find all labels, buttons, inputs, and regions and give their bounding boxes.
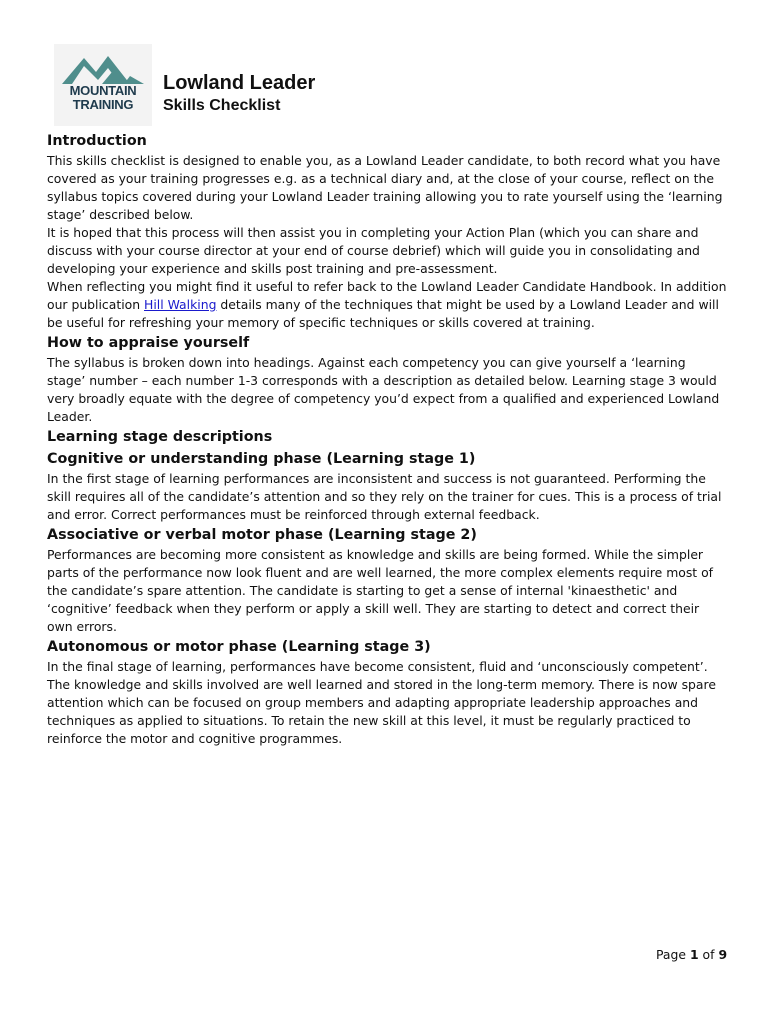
stage1-heading: Cognitive or understanding phase (Learning stage 1) <box>47 451 476 467</box>
stage1-paragraph: In the first stage of learning performances are inconsistent and success is not guaranteed. Performing the skill requires all of the candidate’s attention and so they rely on the trainer for cues. This is a process of trial and error. Correct performances must be reinforced through external feedback. <box>47 471 722 522</box>
stage3-paragraph: In the final stage of learning, performances have become consistent, fluid and ‘unconsciously competent’. The knowledge and skills involved are well learned and stored in the long-term memory. There is now spare attention which can be focused on group members and adapting appropriate leadership approaches and techniques as applied to situations. To retain the new skill at this level, it must be regularly practiced to reinforce the motor and cognitive programmes. <box>47 659 716 746</box>
introduction-heading: Introduction <box>47 133 147 149</box>
total-pages: 9 <box>718 947 728 962</box>
document-body <box>47 130 727 748</box>
appraise-heading: How to appraise yourself <box>47 335 250 351</box>
logo-text-line2: TRAINING <box>72 97 134 112</box>
stage2-heading: Associative or verbal motor phase (Learning stage 2) <box>47 527 477 543</box>
intro-paragraph-3 <box>47 278 727 332</box>
logo-text-line1: MOUNTAIN <box>69 83 137 98</box>
document-title: Lowland Leader <box>163 72 316 94</box>
page-number <box>656 946 727 964</box>
mountain-logo-icon <box>62 54 144 84</box>
mountain-training-logo <box>54 44 152 126</box>
page-label: Page <box>656 947 686 962</box>
intro-paragraph-3-start: When reflecting you might find it useful to refer back to the Lowland Leader Candidate Handbook. In addition our publication <box>47 279 727 312</box>
of-label: of <box>702 947 715 962</box>
appraise-paragraph: The syllabus is broken down into headings. Against each competency you can give yourself a ‘learning stage’ number – each number 1-3 corresponds with a description as detailed below. Learning stage 3 would very broadly equate with the degree of competency you’d expect from a qualified and experienced Lowland Leader. <box>47 355 720 424</box>
intro-paragraph-2: It is hoped that this process will then assist you in completing your Action Plan (which you can share and discuss with your course director at your end of course debrief) which will guide you in consolidating and developing your experience and skills post training and pre-assessment. <box>47 225 700 276</box>
stage3-heading: Autonomous or motor phase (Learning stage 3) <box>47 639 431 655</box>
intro-paragraph-3-end: details many of the techniques that might be used by a Lowland Leader and will be useful for refreshing your memory of specific techniques or skills covered at training. <box>47 297 719 330</box>
stage2-paragraph: Performances are becoming more consistent as knowledge and skills are being formed. While the simpler parts of the performance now look fluent and are well learned, the more complex elements require most of the candidate’s spare attention. The candidate is starting to get a sense of internal 'kinaesthetic' and ‘cognitive’ feedback when they perform or apply a skill well. They are starting to detect and correct their own errors. <box>47 547 714 634</box>
intro-paragraph-1: This skills checklist is designed to enable you, as a Lowland Leader candidate, to both record what you have covered as your training progresses e.g. as a technical diary and, at the close of your course, reflect on the syllabus topics covered during your Lowland Leader training allowing you to rate yourself using the ‘learning stage’ described below. <box>47 153 723 222</box>
hill-walking-link[interactable]: Hill Walking <box>144 297 217 312</box>
learning-stage-heading: Learning stage descriptions <box>47 429 273 445</box>
current-page: 1 <box>689 947 699 962</box>
document-subtitle: Skills Checklist <box>163 97 281 114</box>
